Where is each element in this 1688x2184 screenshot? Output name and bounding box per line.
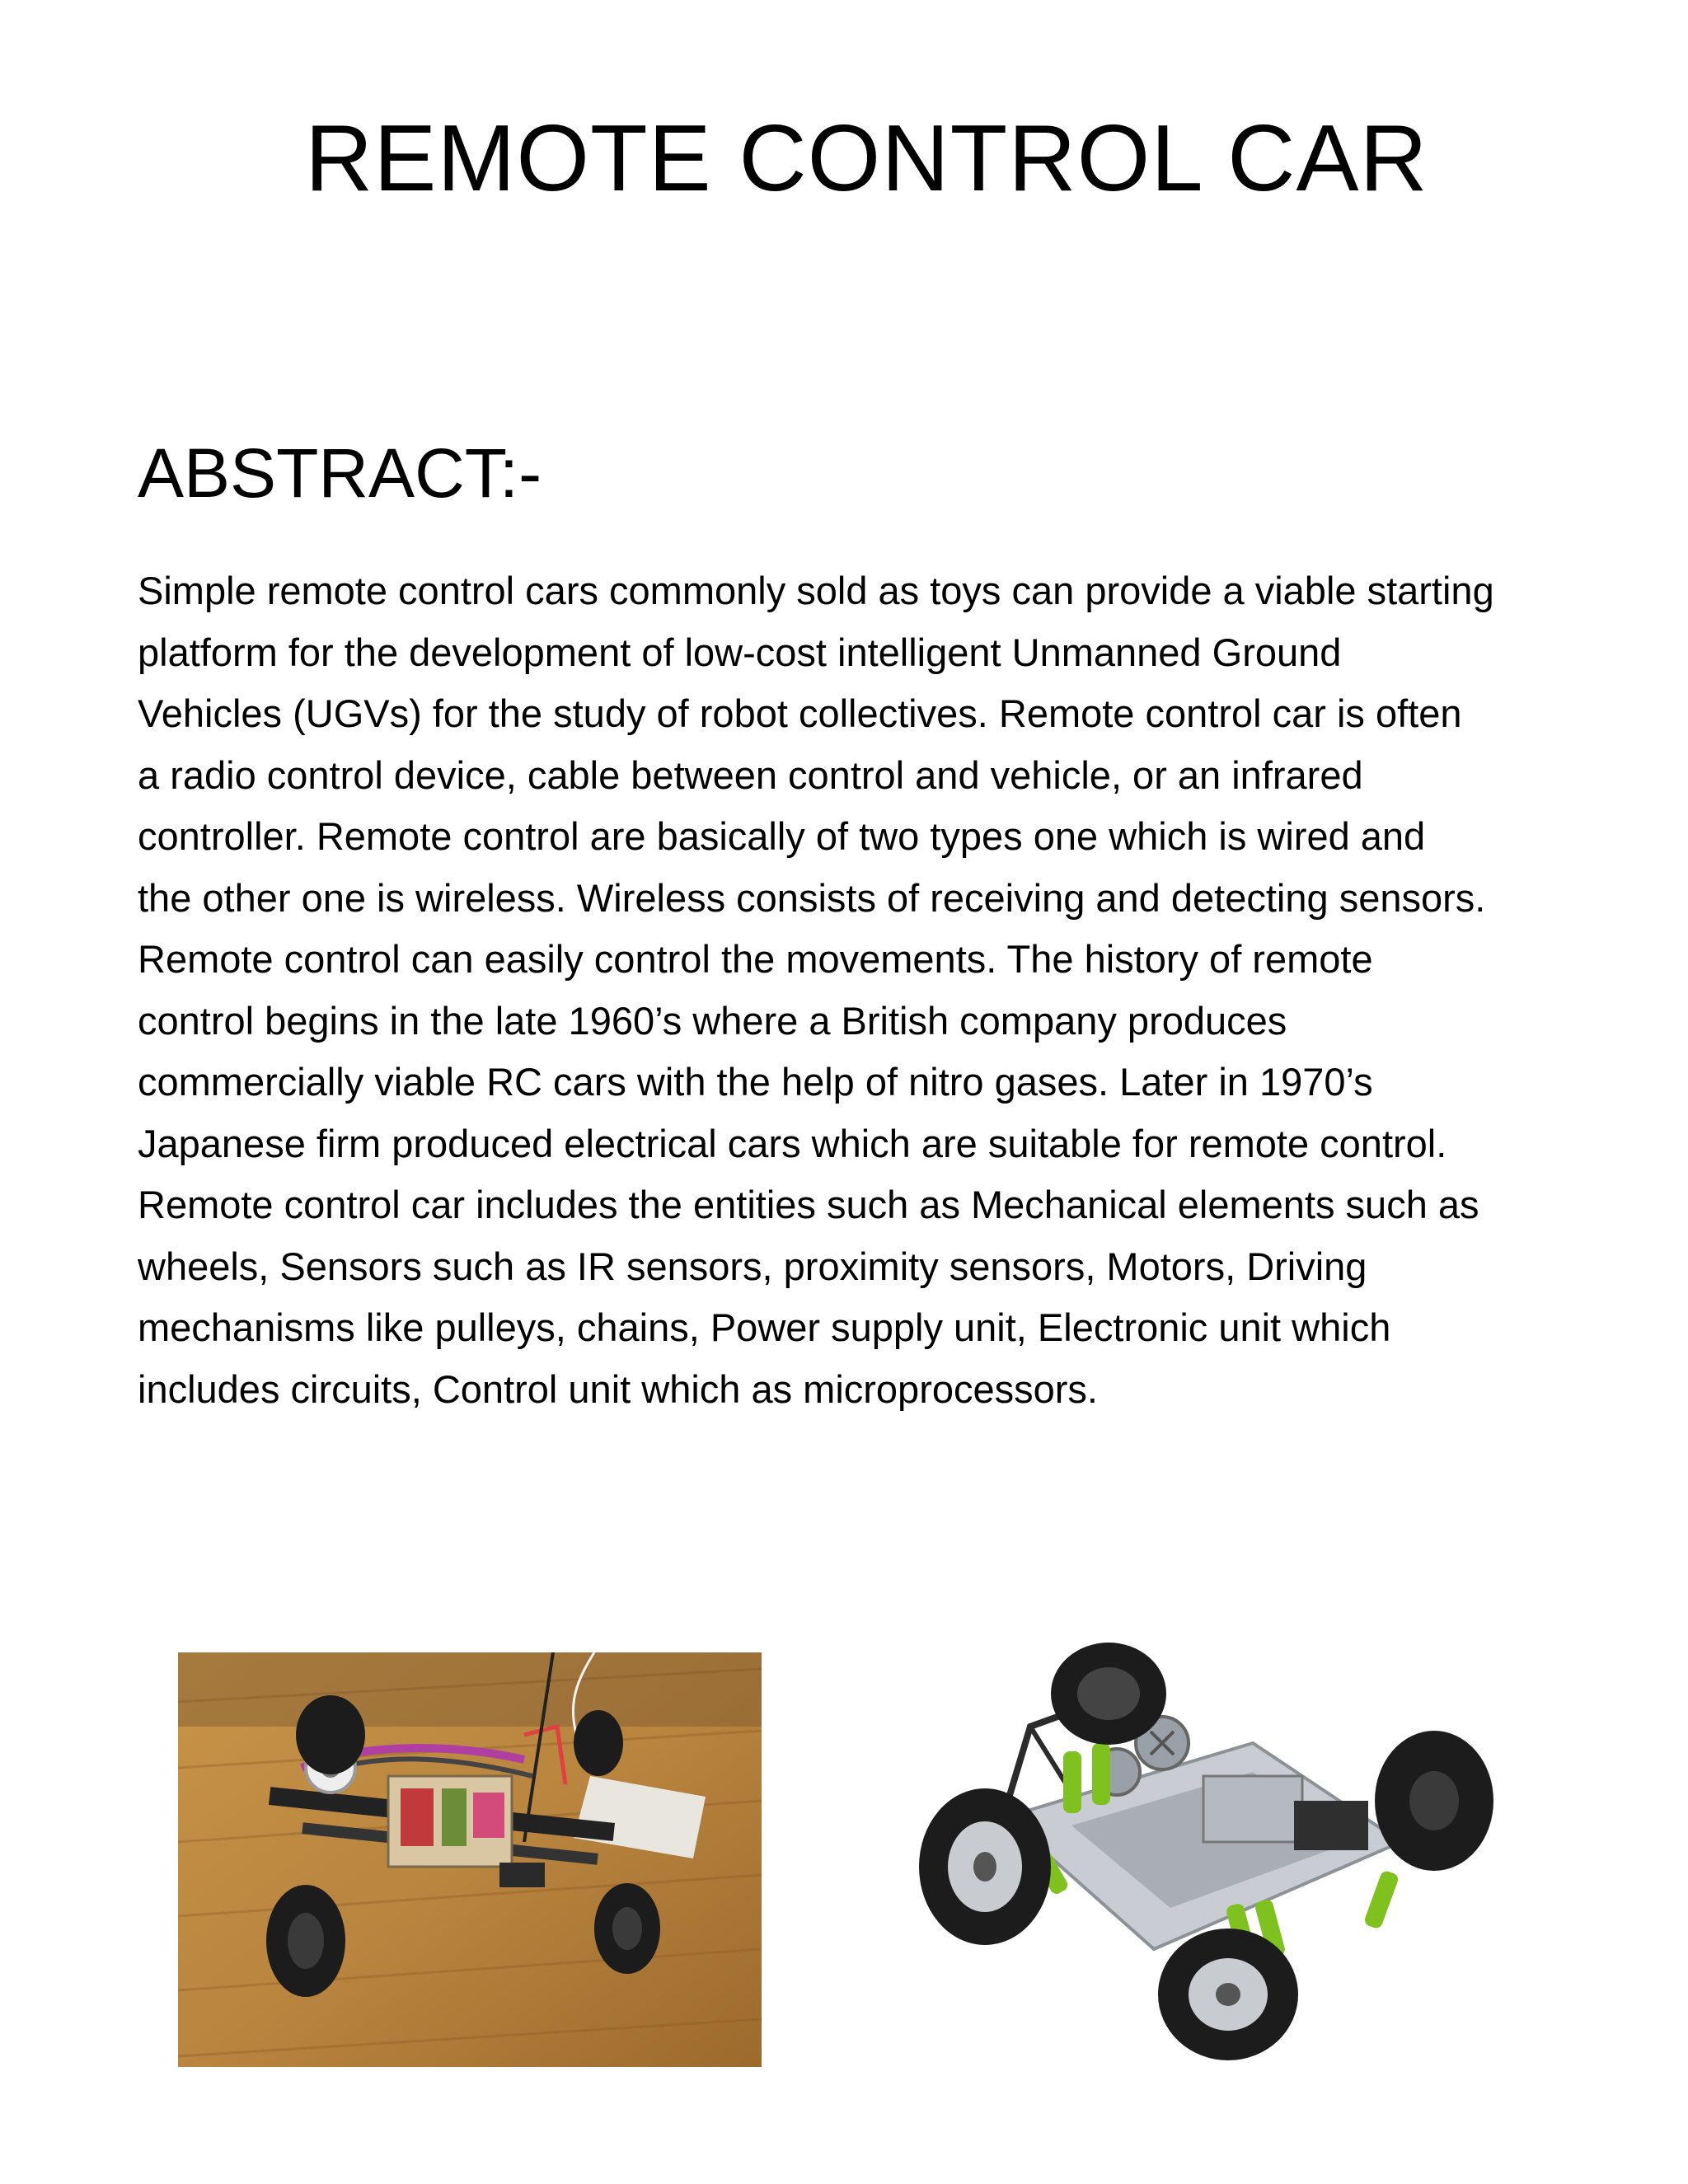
- abstract-line: wheels, Sensors such as IR sensors, proximity sensors, Motors, Driving: [138, 1244, 1367, 1288]
- abstract-line: Vehicles (UGVs) for the study of robot collectives. Remote control car is often: [138, 691, 1462, 735]
- abstract-line: the other one is wireless. Wireless consists of receiving and detecting sensors.: [138, 875, 1486, 920]
- shock-absorber: [1063, 1751, 1081, 1813]
- front-left-tire: [1051, 1643, 1166, 1745]
- abstract-line: controller. Remote control are basically of two types one which is wired and: [138, 814, 1426, 858]
- front-right-tire: [1375, 1731, 1493, 1871]
- abstract-line: Remote control car includes the entities such as Mechanical elements such as: [138, 1183, 1479, 1226]
- monster-truck-photo: [907, 1636, 1500, 2064]
- abstract-line: Simple remote control cars commonly sold as toys can provide a viable starting: [138, 569, 1494, 612]
- abstract-line: mechanisms like pulleys, chains, Power supply unit, Electronic unit which: [138, 1305, 1391, 1349]
- rear-right-tire: [1158, 1929, 1298, 2060]
- rc-chassis-photo: [178, 1652, 762, 2067]
- abstract-line: a radio control device, cable between control and vehicle, or an infrared: [138, 752, 1363, 797]
- rear-left-tire: [919, 1788, 1051, 1945]
- abstract-body: [138, 560, 1555, 1420]
- document-title: REMOTE CONTROL CAR: [305, 106, 1428, 211]
- abstract-line: platform for the development of low-cost intelligent Unmanned Ground: [138, 630, 1342, 674]
- front-left-wheel: [574, 1710, 623, 1776]
- rear-left-wheel: [296, 1695, 365, 1774]
- abstract-heading: ABSTRACT:-: [138, 434, 542, 512]
- abstract-line: control begins in the late 1960’s where a British company produces: [138, 998, 1287, 1043]
- abstract-line: commercially viable RC cars with the help of nitro gases. Later in 1970’s: [138, 1060, 1373, 1104]
- abstract-line: Remote control can easily control the movements. The history of remote: [138, 937, 1373, 981]
- abstract-line: Japanese firm produced electrical cars which are suitable for remote control.: [138, 1121, 1447, 1165]
- abstract-line: includes circuits, Control unit which as microprocessors.: [138, 1366, 1098, 1411]
